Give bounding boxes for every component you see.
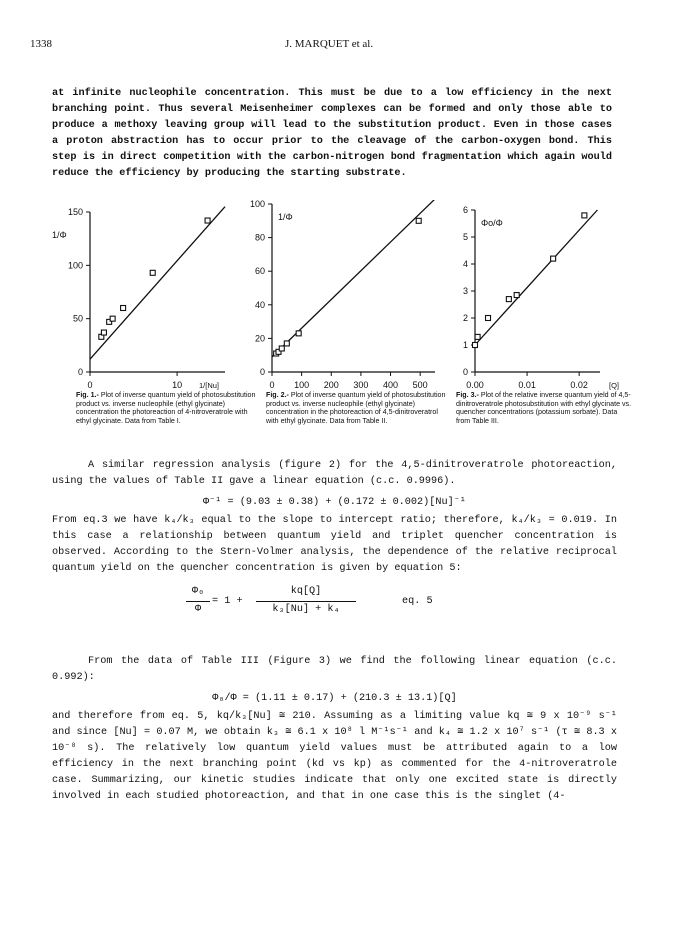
eq5-left-numerator: Φ₀: [191, 586, 205, 597]
data-point: [506, 297, 511, 302]
x-tick-label: 0.02: [570, 380, 588, 390]
x-tick-label: 100: [294, 380, 310, 390]
eq5-right-numerator: kq[Q]: [290, 586, 322, 597]
paragraph-stern-volmer: From eq.3 we have k₄/k₃ equal to the slope to intercept ratio; therefore, k₄/k₃ = 0.019. In this case a relationship between quantum yield and triplet quencher concentration is observed. According to the Stern-Volmer analysis, the dependence of the relative reciprocal quantum yield on the quencher concentration is given by equation 5:: [52, 515, 617, 574]
equation-inverse-yield: Φ⁻¹ = (9.03 ± 0.38) + (0.172 ± 0.002)[Nu]⁻¹: [203, 497, 466, 508]
y-tick-label: 50: [72, 313, 83, 324]
paragraph-table-iii: From the data of Table III (Figure 3) we find the following linear equation (c.c. 0.992):: [52, 656, 617, 683]
equation-relative-yield: Φ₀/Φ = (1.11 ± 0.17) + (210.3 ± 13.1)[Q]: [212, 693, 457, 704]
x-tick-label: 0: [87, 380, 93, 390]
y-tick-label: 3: [462, 286, 468, 296]
y-tick-label: 100: [67, 260, 83, 271]
data-point: [582, 213, 587, 218]
x-axis-label: [Q]: [608, 381, 620, 390]
figure-1-plot: [52, 207, 225, 390]
intro-paragraph: at infinite nucleophile concentration. This must be due to a low efficiency in the next branching point. Thus several Meisenheimer complexes can be formed and only those able to produce a methoxy leaving group will lead to the substitution product. Even in those cases a proton abstraction has to occur prior to the cleavage of the carbon-oxygen bond. This step is in direct competition with the carbon-nitrogen bond fragmentation which again would reduce the efficiency by producing the starting substrate.: [52, 88, 612, 179]
x-tick-label: 500: [412, 380, 428, 390]
figure-2-plot: [250, 200, 435, 390]
figure-1-caption-text: Plot of inverse quantum yield of photosubstitution product vs. inverse nucleophile (ethyl glycinate) concentration the photoreaction of 4-nitroveratrole with ethyl glycinate. Data from Table I.: [76, 391, 256, 425]
y-tick-label: 150: [67, 207, 83, 217]
data-point: [101, 330, 106, 335]
figures-panel: [40, 200, 640, 390]
data-point: [205, 218, 210, 223]
figure-1-caption: [76, 391, 256, 425]
data-point: [296, 331, 301, 336]
y-axis-label: Φo/Φ: [481, 218, 503, 228]
y-tick-label: 100: [249, 200, 265, 209]
data-point: [150, 270, 155, 275]
regression-line: [90, 207, 225, 360]
data-point: [551, 256, 556, 261]
x-tick-label: 0.01: [518, 380, 536, 390]
x-tick-label: 400: [383, 380, 399, 390]
eq5-left-denominator: Φ: [194, 604, 202, 615]
data-point: [514, 293, 519, 298]
data-point: [475, 334, 480, 339]
figure-2-caption-text: Plot of inverse quantum yield of photosubstitution product vs. inverse nucleophile (ethyl glycinate) concentration in the photoreaction of 4,5-dinitroveratrol with ethyl glycinate. Data from Table II.: [266, 391, 446, 425]
x-tick-label: 10: [172, 380, 183, 390]
y-tick-label: 5: [462, 232, 468, 242]
y-tick-label: 0: [77, 367, 83, 377]
figure-1-caption-label: Fig. 1.-: [76, 391, 99, 399]
running-header-authors: J. MARQUET et al.: [285, 38, 374, 50]
y-tick-label: 0: [259, 367, 265, 377]
figure-3-caption: [456, 391, 632, 425]
regression-line: [475, 210, 597, 345]
y-tick-label: 40: [254, 299, 265, 310]
page-number: 1338: [30, 38, 52, 50]
data-point: [473, 343, 478, 348]
paragraph-conclusion: and therefore from eq. 5, kq/k₃[Nu] ≅ 210. Assuming as a limiting value kq ≅ 9 x 10⁻⁹ s⁻¹ and since [Nu] = 0.07 M, we obtain k₃ ≅ 6.1 x 10⁸ l M⁻¹s⁻¹ and k₄ ≅ 1.2 x 10⁷ s⁻¹ (τ ≅ 8.3 x 10⁻⁸ s). The relatively low quantum yield values must be attributed again to a low efficiency in the next branching point (kd vs kp) as commented for the 4-nitroveratrole case. Summarizing, our kinetic studies indicate that only one excited state is directly involved in each studied photoreaction, and that in one case this is the singlet (4-: [52, 711, 617, 802]
x-tick-label: 0: [269, 380, 275, 390]
eq5-label: eq. 5: [402, 596, 433, 607]
data-point: [486, 316, 491, 321]
data-point: [284, 341, 289, 346]
data-point: [416, 218, 421, 223]
y-axis-label: 1/Φ: [52, 230, 67, 240]
equation-5: [186, 584, 616, 644]
data-point: [279, 346, 284, 351]
data-point: [110, 316, 115, 321]
y-axis-label: 1/Φ: [278, 212, 293, 222]
y-tick-label: 6: [462, 205, 468, 215]
y-tick-label: 20: [254, 333, 265, 344]
x-tick-label: 0.00: [466, 380, 484, 390]
figure-2-caption-label: Fig. 2.-: [266, 391, 289, 399]
figure-2-caption: [266, 391, 446, 425]
x-tick-label: 200: [323, 380, 339, 390]
y-tick-label: 0: [462, 367, 468, 377]
eq5-equals-one-plus: = 1 +: [212, 596, 243, 607]
x-axis-label: 1/[Nu]: [198, 381, 220, 390]
figure-3-plot: [463, 205, 619, 390]
figure-3-caption-label: Fig. 3.-: [456, 391, 479, 399]
y-tick-label: 60: [254, 266, 265, 277]
data-point: [121, 306, 126, 311]
eq5-right-denominator: k₃[Nu] + k₄: [272, 604, 340, 615]
paragraph-regression: A similar regression analysis (figure 2) for the 4,5-dinitroveratrole photoreaction, using the values of Table II gave a linear equation (c.c. 0.9996).: [52, 460, 617, 487]
figure-3-caption-text: Plot of the relative inverse quantum yield of 4,5-dinitroveratrole photosubstitution with ethyl glycinate vs. quencher concentrations (potassium sorbate). Data from Table III.: [456, 391, 632, 425]
y-tick-label: 2: [462, 313, 468, 323]
y-tick-label: 80: [254, 232, 265, 243]
y-tick-label: 4: [462, 259, 468, 269]
y-tick-label: 1: [462, 340, 468, 350]
x-tick-label: 300: [353, 380, 369, 390]
